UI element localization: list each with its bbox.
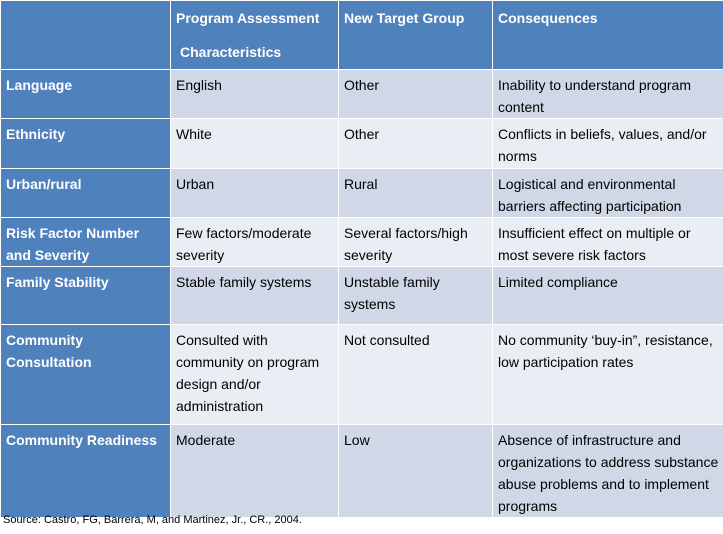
table-row <box>1 325 723 425</box>
header-program-assessment-line1: Program Assessment <box>176 10 320 26</box>
header-consequences: Consequences <box>493 1 723 70</box>
header-row <box>1 1 723 70</box>
consequence-cell: Insufficient effect on multiple or most severe risk factors <box>493 218 723 267</box>
table-row <box>1 425 723 518</box>
table-row <box>1 267 723 325</box>
program-cell: English <box>171 70 339 119</box>
consequence-cell: No community ‘buy-in”, resistance, low participation rates <box>493 325 723 425</box>
target-cell: Other <box>339 119 493 169</box>
program-cell: White <box>171 119 339 169</box>
row-label: Language <box>1 70 171 119</box>
table-row <box>1 169 723 218</box>
row-label: Ethnicity <box>1 119 171 169</box>
header-new-target-group: New Target Group <box>339 1 493 70</box>
target-cell: Other <box>339 70 493 119</box>
consequence-cell: Inability to understand program content <box>493 70 723 119</box>
program-cell: Consulted with community on program design and/or administration <box>171 325 339 425</box>
row-label: Risk Factor Number and Severity <box>1 218 171 267</box>
program-cell: Stable family systems <box>171 267 339 325</box>
table-row <box>1 119 723 169</box>
row-label: Community Consultation <box>1 325 171 425</box>
row-label: Urban/rural <box>1 169 171 218</box>
consequence-cell: Logistical and environmental barriers affecting participation <box>493 169 723 218</box>
program-cell: Moderate <box>171 425 339 518</box>
table-row <box>1 70 723 119</box>
program-cell: Few factors/moderate severity <box>171 218 339 267</box>
target-cell: Rural <box>339 169 493 218</box>
target-cell: Low <box>339 425 493 518</box>
header-corner-cell <box>1 1 171 70</box>
consequence-cell: Absence of infrastructure and organizations to address substance abuse problems and to implement programs <box>493 425 723 518</box>
target-cell: Several factors/high severity <box>339 218 493 267</box>
row-label: Family Stability <box>1 267 171 325</box>
consequence-cell: Conflicts in beliefs, values, and/or norms <box>493 119 723 169</box>
target-cell: Unstable family systems <box>339 267 493 325</box>
consequence-cell: Limited compliance <box>493 267 723 325</box>
row-label: Community Readiness <box>1 425 171 518</box>
table-row <box>1 218 723 267</box>
program-cell: Urban <box>171 169 339 218</box>
source-citation: Source: Castro, FG, Barrera, M, and Martinez, Jr., CR., 2004. <box>3 514 302 526</box>
header-program-assessment <box>171 1 339 70</box>
target-cell: Not consulted <box>339 325 493 425</box>
header-program-assessment-line2: Characteristics <box>180 44 282 60</box>
